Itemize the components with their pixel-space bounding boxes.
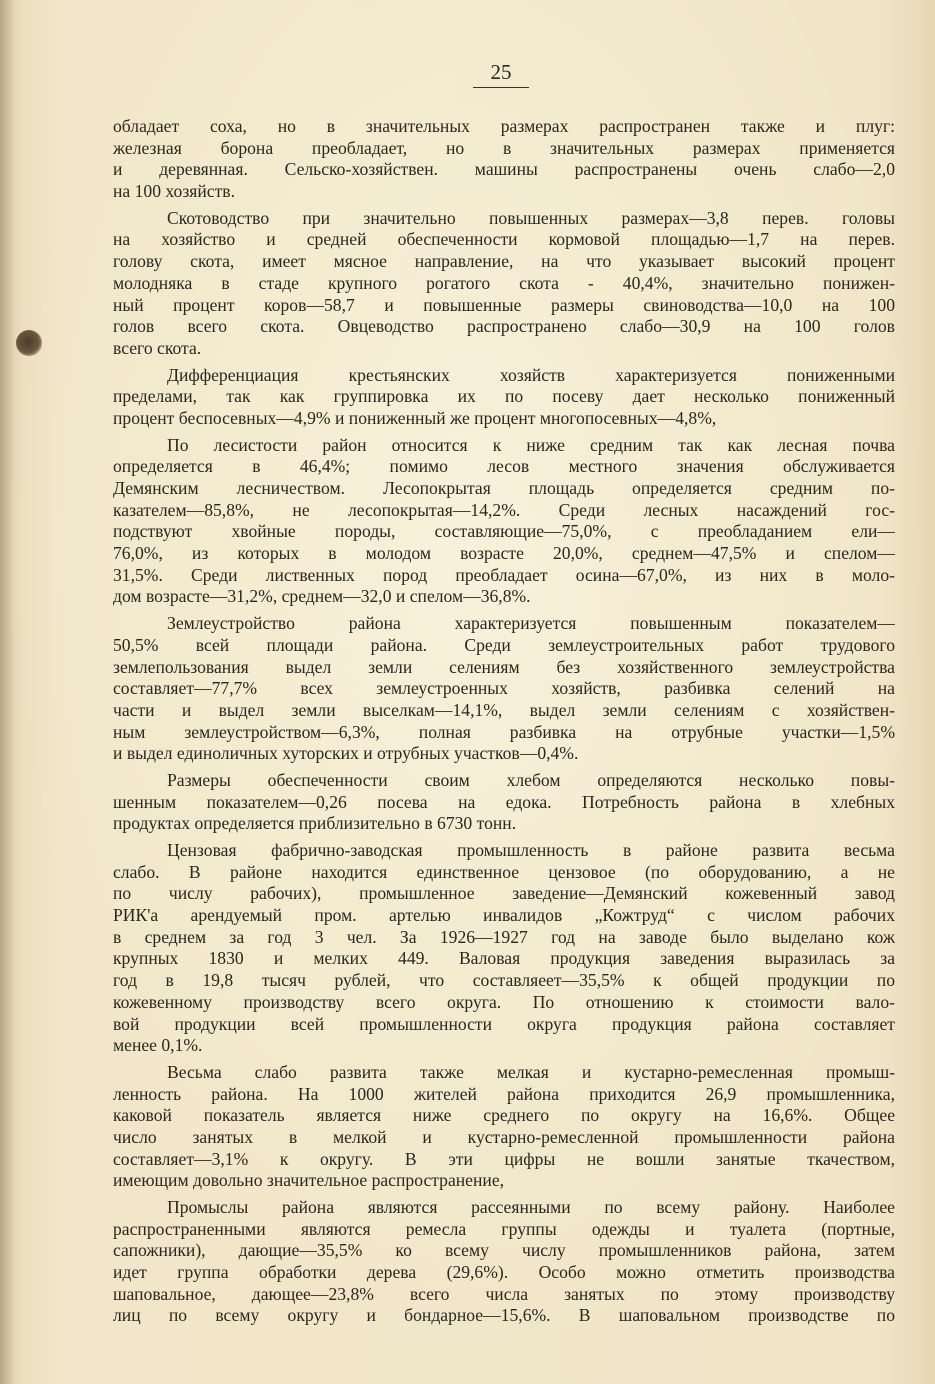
text-line: обладает соха, но в значительных размерах распространен также и плуг:: [113, 116, 895, 136]
text-line: дом возрасте—31,2%, среднем—32,0 и спелом—36,8%.: [113, 586, 531, 607]
paragraph: [113, 116, 895, 203]
text-line: Промыслы района являются рассеянными по всему району. Наиболее: [167, 1197, 895, 1217]
paragraph: [113, 840, 895, 1057]
text-line: ным землеустройством—6,3%, полная разбивка на отрубные участки—1,5%: [113, 721, 895, 742]
text-line: ленность района. На 1000 жителей района приходится 26,9 промышленника,: [113, 1083, 895, 1104]
text-line: казателем—85,8%, не лесопокрытая—14,2%. Среди лесных насаждений гос-: [113, 499, 895, 520]
text-line: Землеустройство района характеризуется повышенным показателем—: [167, 613, 895, 634]
text-line: год в 19,8 тысяч рублей, что составляеет—35,5% к общей продукции по: [113, 970, 895, 991]
text-line: Цензовая фабрично-заводская промышленность в районе развита весьма: [167, 840, 895, 860]
text-line: менее 0,1%.: [113, 1035, 203, 1056]
text-line: имеющим довольно значительное распространение,: [113, 1170, 505, 1191]
text-line: лиц по всему округу и бондарное—15,6%. В шаповальном производстве по: [113, 1305, 895, 1326]
text-line: вой продукции всей промышленности округа продукция района составляет: [113, 1013, 895, 1034]
text-line: молодняка в стаде крупного рогатого скота - 40,4%, значительно понижен-: [113, 272, 895, 293]
text-line: на 100 хозяйств.: [113, 181, 235, 202]
text-line: число занятых в мелкой и кустарно-ремесленной промышленности района: [113, 1126, 895, 1147]
text-line: 50,5% всей площади района. Среди землеустроительных работ трудового: [113, 634, 895, 655]
paragraph: [113, 365, 895, 430]
text-line: 31,5%. Среди лиственных пород преобладает осина—67,0%, из них в моло-: [113, 564, 895, 585]
binding-hole: [16, 330, 42, 356]
text-line: голову скота, имеет мясное направление, на что указывает высокий процент: [113, 251, 895, 272]
paragraph: [113, 770, 895, 835]
text-line: определяется в 46,4%; помимо лесов местного значения обслуживается: [113, 456, 895, 477]
text-line: ный процент коров—58,7 и повышенные размеры свиноводства—10,0 на 100: [113, 294, 895, 315]
text-line: пределами, так как группировка их по посеву дает несколько пониженный: [113, 386, 895, 407]
body-text: [113, 116, 895, 1332]
text-line: кожевенному производству всего округа. По отношению к стоимости вало-: [113, 991, 895, 1012]
text-line: каковой показатель является ниже среднего по округу на 16,6%. Общее: [113, 1105, 895, 1126]
text-line: железная борона преобладает, но в значительных размерах применяется: [113, 137, 895, 158]
paragraph: [113, 1197, 895, 1327]
text-line: Демянским лесничеством. Лесопокрытая площадь определяется средним по-: [113, 478, 895, 498]
text-line: землепользования выдел земли селениям без хозяйственного землеустройства: [113, 656, 895, 677]
paragraph: [113, 1062, 895, 1192]
text-line: По лесистости район относится к ниже средним так как лесная почва: [167, 434, 895, 455]
text-line: сапожники), дающие—35,5% ко всему числу промышленников района, затем: [113, 1240, 895, 1261]
text-line: 76,0%, из которых в молодом возрасте 20,0%, среднем—47,5% и спелом—: [113, 543, 895, 564]
text-line: Дифференциация крестьянских хозяйств характеризуется пониженными: [167, 364, 895, 385]
text-line: Размеры обеспеченности своим хлебом определяются несколько повы-: [167, 769, 895, 790]
text-line: в среднем за год 3 чел. За 1926—1927 год на заводе было выделано кож: [113, 926, 895, 947]
text-line: шаповальное, дающее—23,8% всего числа занятых по этому производству: [113, 1283, 895, 1304]
text-line: всего скота.: [113, 337, 202, 358]
text-line: составляет—77,7% всех землеустроенных хозяйств, разбивка селений на: [113, 678, 895, 699]
text-line: слабо. В районе находится единственное цензовое (по оборудованию, а не: [113, 861, 895, 882]
text-line: голов всего скота. Овцеводство распространено слабо—30,9 на 100 голов: [113, 316, 895, 337]
paragraph: [113, 613, 895, 765]
text-line: подствуют хвойные породы, составляющие—75,0%, с преобладанием ели—: [113, 521, 895, 542]
text-line: и деревянная. Сельско-хозяйствен. машины распространены очень слабо—2,0: [113, 159, 895, 180]
page-number: 25: [473, 58, 529, 88]
text-line: на хозяйство и средней обеспеченности кормовой площадью—1,7 на перев.: [113, 229, 895, 250]
paragraph: [113, 208, 895, 360]
text-line: крупных 1830 и мелких 449. Валовая продукция заведения выразилась за: [113, 948, 895, 969]
text-line: распространенными являются ремесла группы одежды и туалета (портные,: [113, 1218, 895, 1239]
text-line: РИК'а арендуемый пром. артелью инвалидов „Кожтруд“ с числом рабочих: [113, 905, 895, 926]
text-line: процент беспосевных—4,9% и пониженный же процент многопосевных—4,8%,: [113, 407, 717, 428]
text-line: шенным показателем—0,26 посева на едока. Потребность района в хлебных: [113, 791, 895, 812]
text-line: Весьма слабо развита также мелкая и кустарно-ремесленная промыш-: [167, 1061, 895, 1082]
text-line: продуктах определяется приблизительно в 6730 тонн.: [113, 813, 517, 834]
text-line: составляет—3,1% к округу. В эти цифры не вошли занятые ткачеством,: [113, 1148, 895, 1169]
text-line: Скотоводство при значительно повышенных размерах—3,8 перев. головы: [167, 207, 895, 228]
text-line: части и выдел земли выселкам—14,1%, выдел земли селениям с хозяйствен-: [113, 699, 895, 720]
text-line: по числу рабочих), промышленное заведение—Демянский кожевенный завод: [113, 883, 895, 904]
paragraph: [113, 435, 895, 609]
text-line: идет группа обработки дерева (29,6%). Особо можно отметить производства: [113, 1262, 895, 1283]
text-line: и выдел единоличных хуторских и отрубных участков—0,4%.: [113, 743, 579, 764]
binding-shadow: [0, 0, 14, 1384]
